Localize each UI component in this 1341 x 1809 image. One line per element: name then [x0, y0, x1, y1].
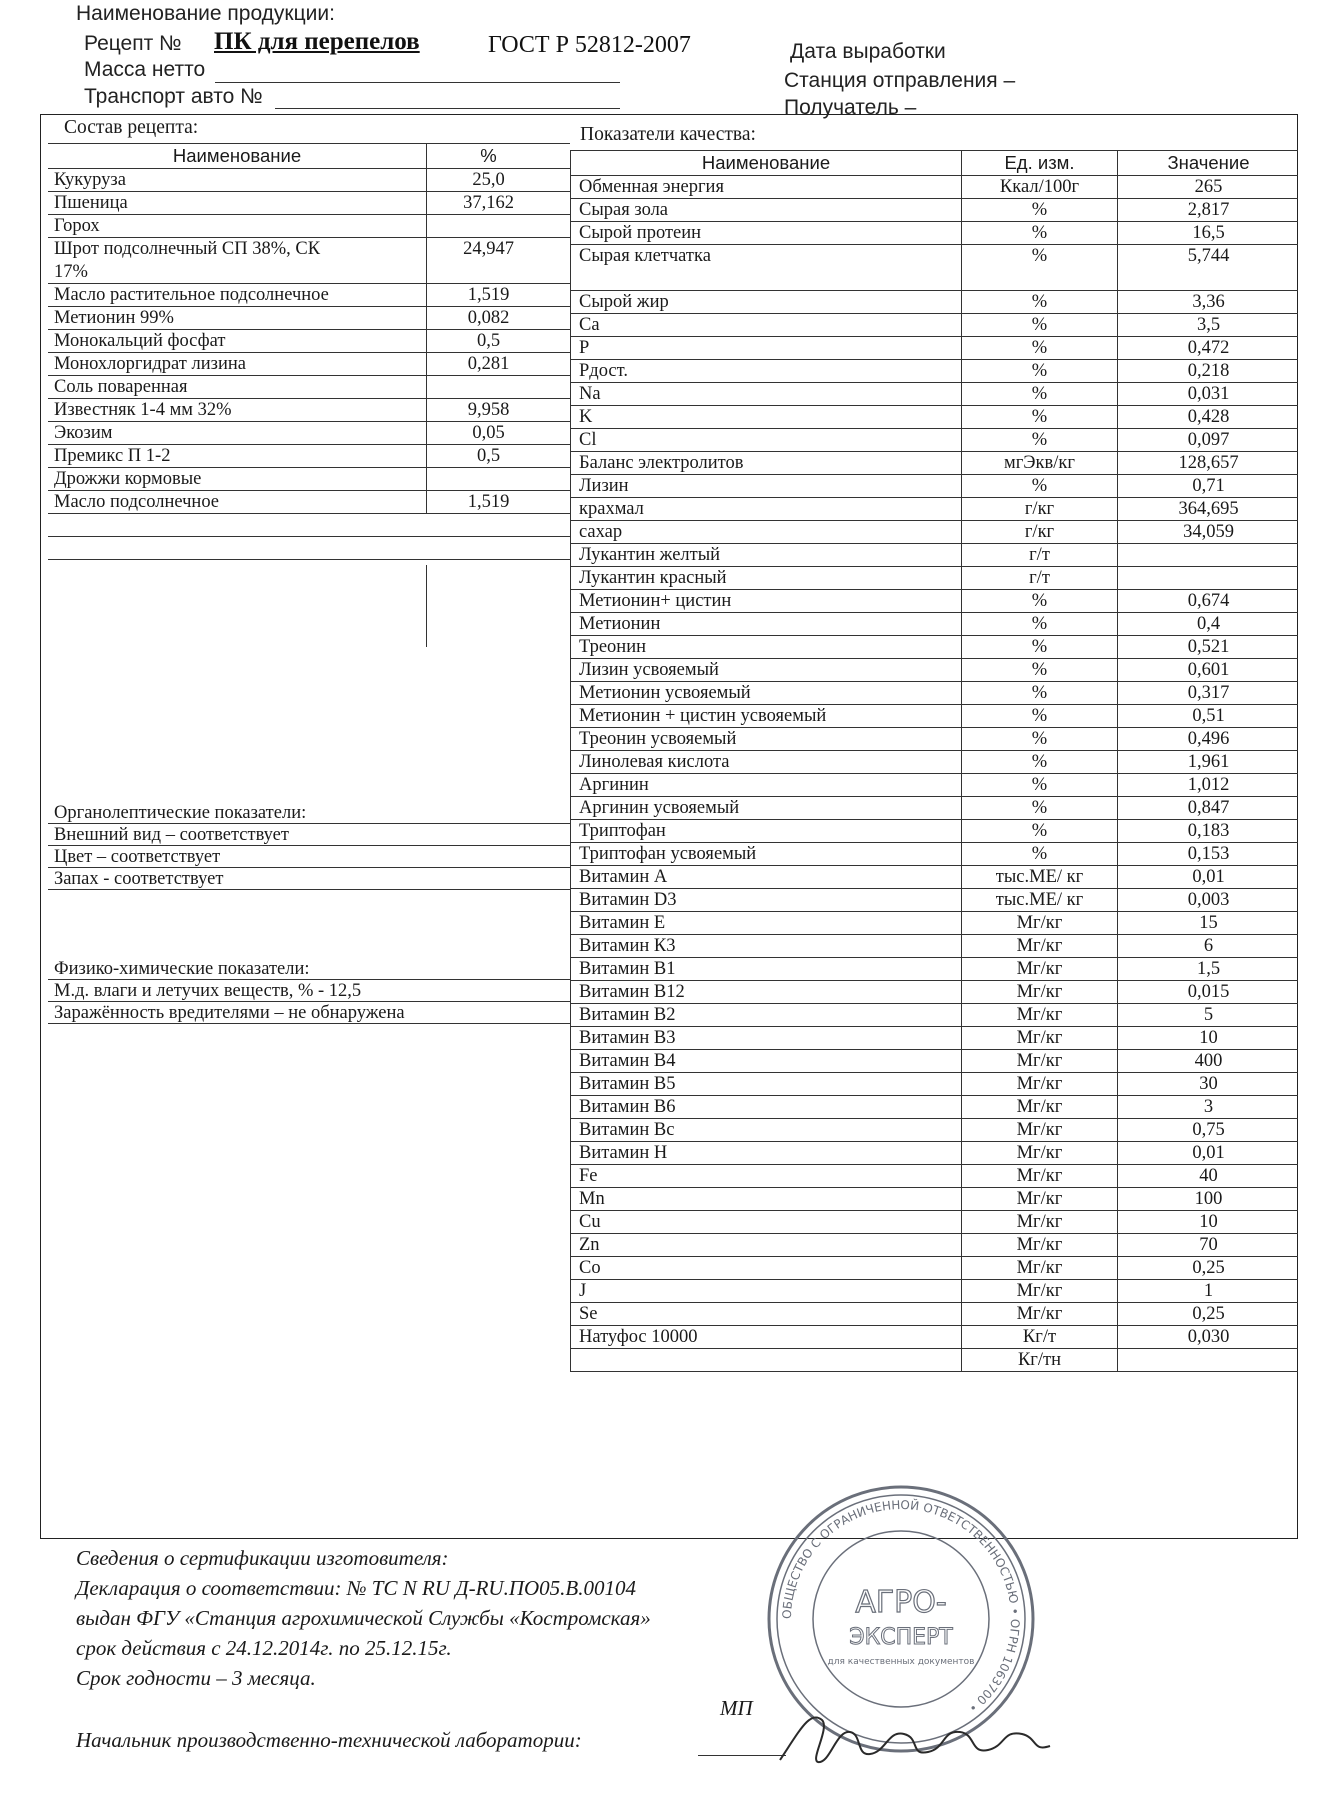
quality-indicator-value: 5	[1117, 1004, 1299, 1027]
quality-indicator-value: 3,5	[1117, 314, 1299, 337]
stamp-inner-text: для качественных документов	[827, 1657, 975, 1667]
quality-indicator-unit: Мг/кг	[961, 958, 1117, 981]
quality-indicator-value: 128,657	[1117, 452, 1299, 475]
quality-row	[570, 613, 1298, 636]
quality-indicator-unit: %	[961, 406, 1117, 429]
quality-indicator-value: 0,003	[1117, 889, 1299, 912]
quality-indicator-unit: %	[961, 774, 1117, 797]
quality-indicator-unit: г/т	[961, 544, 1117, 567]
quality-indicator-unit: %	[961, 636, 1117, 659]
recipe-row	[48, 468, 570, 491]
quality-indicator-unit: Мг/кг	[961, 1142, 1117, 1165]
quality-indicator-value: 1	[1117, 1280, 1299, 1303]
physchem-line	[48, 980, 570, 1002]
recipe-ingredient-pct: 24,947	[426, 238, 570, 284]
quality-indicator-value: 6	[1117, 935, 1299, 958]
quality-row	[570, 751, 1298, 774]
quality-row	[570, 498, 1298, 521]
recipe-ingredient-pct: 0,05	[426, 422, 570, 445]
quality-indicator-value: 0,71	[1117, 475, 1299, 498]
quality-row	[570, 1119, 1298, 1142]
quality-row	[570, 1004, 1298, 1027]
quality-indicator-name: Pдост.	[579, 361, 628, 381]
quality-row	[570, 636, 1298, 659]
quality-indicator-unit: Мг/кг	[961, 1119, 1117, 1142]
organoleptic-line-text: Цвет – соответствует	[54, 847, 221, 867]
cert-declaration: Декларация о соответствии: № ТС N RU Д-RU.ПО05.В.00104	[76, 1576, 636, 1600]
quality-indicator-value: 400	[1117, 1050, 1299, 1073]
quality-indicator-value: 364,695	[1117, 498, 1299, 521]
quality-col-unit: Ед. изм.	[961, 150, 1117, 176]
recipe-section-title: Состав рецепта:	[64, 117, 199, 138]
quality-row	[570, 659, 1298, 682]
recipe-col-pct: %	[426, 143, 570, 169]
recipe-ingredient-pct: 0,5	[426, 445, 570, 468]
stamp-ring-text: ОБЩЕСТВО С ОГРАНИЧЕННОЙ ОТВЕТСТВЕННОСТЬЮ • ОГРН 1063700 •	[779, 1497, 1023, 1716]
quality-indicator-name: Метионин усвояемый	[579, 683, 751, 703]
recipe-ingredient-pct: 9,958	[426, 399, 570, 422]
net-mass-label: Масса нетто	[84, 58, 206, 81]
quality-row	[570, 222, 1298, 245]
quality-indicator-name: Аргинин	[579, 775, 649, 795]
recipe-ingredient-pct: 1,519	[426, 284, 570, 307]
quality-indicator-unit: %	[961, 820, 1117, 843]
quality-row	[570, 1234, 1298, 1257]
quality-indicator-value: 0,51	[1117, 705, 1299, 728]
recipe-row	[48, 422, 570, 445]
recipe-header-row	[48, 143, 570, 169]
quality-indicator-unit: Мг/кг	[961, 1165, 1117, 1188]
quality-indicator-name: Сырой протеин	[579, 223, 702, 243]
quality-row	[570, 521, 1298, 544]
recipe-row	[48, 215, 570, 238]
quality-indicator-value: 0,031	[1117, 383, 1299, 406]
quality-indicator-unit: %	[961, 682, 1117, 705]
quality-row	[570, 1326, 1298, 1349]
quality-indicator-value: 0,030	[1117, 1326, 1299, 1349]
quality-row	[570, 797, 1298, 820]
quality-indicator-name: Метионин	[579, 614, 661, 634]
quality-row	[570, 176, 1298, 199]
quality-row	[570, 705, 1298, 728]
quality-indicator-unit: Кг/т	[961, 1326, 1117, 1349]
quality-indicator-name: Сырой жир	[579, 292, 669, 312]
stamp-center-bottom: ЭКСПЕРТ	[849, 1625, 953, 1650]
quality-indicator-value: 0,218	[1117, 360, 1299, 383]
quality-col-value: Значение	[1117, 150, 1299, 176]
quality-indicator-value: 0,01	[1117, 1142, 1299, 1165]
quality-indicator-name: Витамин В12	[579, 982, 685, 1002]
quality-indicator-value: 34,059	[1117, 521, 1299, 544]
quality-indicator-name: Триптофан усвояемый	[579, 844, 757, 864]
transport-line	[275, 108, 620, 109]
recipe-pct-divider	[426, 565, 427, 647]
quality-indicator-value: 5,744	[1117, 245, 1299, 291]
quality-indicator-value	[1117, 567, 1299, 590]
quality-indicator-name: Na	[579, 384, 601, 404]
quality-row	[570, 1349, 1298, 1372]
quality-indicator-unit: Мг/кг	[961, 1027, 1117, 1050]
quality-indicator-name: Витамин В1	[579, 959, 676, 979]
quality-row	[570, 935, 1298, 958]
recipe-name: ПК для перепелов	[214, 28, 420, 55]
quality-indicator-unit: %	[961, 843, 1117, 866]
quality-indicator-value: 16,5	[1117, 222, 1299, 245]
quality-indicator-name: Витамин В2	[579, 1005, 676, 1025]
cert-title: Сведения о сертификации изготовителя:	[76, 1546, 449, 1570]
quality-indicator-unit: Ккал/100г	[961, 176, 1117, 199]
recipe-ingredient-name: Соль поваренная	[54, 377, 188, 397]
quality-indicator-value: 0,472	[1117, 337, 1299, 360]
quality-indicator-value: 3,36	[1117, 291, 1299, 314]
recipe-empty-row	[48, 537, 570, 560]
quality-indicator-unit: Мг/кг	[961, 1234, 1117, 1257]
recipe-row	[48, 491, 570, 514]
recipe-ingredient-pct: 1,519	[426, 491, 570, 514]
quality-col-name: Наименование	[701, 152, 831, 173]
organoleptic-line	[48, 868, 570, 890]
recipe-ingredient-name: Монокальций фосфат	[54, 331, 226, 351]
quality-row	[570, 981, 1298, 1004]
quality-row	[570, 1142, 1298, 1165]
quality-indicator-name	[579, 1349, 969, 1372]
quality-indicator-name: Витамин В6	[579, 1097, 676, 1117]
quality-indicator-name: Ca	[579, 315, 600, 335]
quality-row	[570, 682, 1298, 705]
quality-indicator-unit: мгЭкв/кг	[961, 452, 1117, 475]
recipe-ingredient-pct	[426, 215, 570, 238]
recipe-ingredient-name-cont: 17%	[54, 262, 88, 282]
quality-indicator-value: 1,012	[1117, 774, 1299, 797]
quality-indicator-value: 40	[1117, 1165, 1299, 1188]
quality-indicator-name: Метионин+ цистин	[579, 591, 732, 611]
quality-row	[570, 452, 1298, 475]
lab-head-label: Начальник производственно-технической лаборатории:	[76, 1728, 582, 1752]
quality-indicator-unit: Мг/кг	[961, 1188, 1117, 1211]
quality-indicator-value: 0,4	[1117, 613, 1299, 636]
recipe-ingredient-name: Монохлоргидрат лизина	[54, 354, 246, 374]
quality-row	[570, 1257, 1298, 1280]
quality-indicator-name: Баланс электролитов	[579, 453, 744, 473]
quality-indicator-value: 0,847	[1117, 797, 1299, 820]
quality-row	[570, 245, 1298, 291]
quality-indicator-name: Сырая зола	[579, 200, 669, 220]
quality-indicator-name: Метионин + цистин усвояемый	[579, 706, 827, 726]
quality-indicator-unit: %	[961, 291, 1117, 314]
shelf-life: Срок годности – 3 месяца.	[76, 1666, 316, 1690]
quality-indicator-unit: г/кг	[961, 498, 1117, 521]
quality-row	[570, 728, 1298, 751]
quality-indicator-unit: %	[961, 590, 1117, 613]
organoleptic-line	[48, 824, 570, 846]
recipe-ingredient-name: Метионин 99%	[54, 308, 174, 328]
quality-indicator-value: 0,75	[1117, 1119, 1299, 1142]
recipe-ingredient-name: Масло растительное подсолнечное	[54, 285, 329, 305]
quality-indicator-name: Витамин D3	[579, 890, 677, 910]
recipe-row	[48, 238, 570, 284]
quality-row	[570, 889, 1298, 912]
quality-indicator-value: 10	[1117, 1027, 1299, 1050]
quality-indicator-unit: Мг/кг	[961, 981, 1117, 1004]
quality-indicator-name: Fe	[579, 1166, 598, 1186]
quality-indicator-value: 2,817	[1117, 199, 1299, 222]
recipe-ingredient-name: Дрожжи кормовые	[54, 469, 202, 489]
quality-indicator-value: 10	[1117, 1211, 1299, 1234]
receiver-label: Получатель –	[784, 96, 917, 119]
quality-indicator-name: Обменная энергия	[579, 177, 724, 197]
quality-indicator-value: 0,153	[1117, 843, 1299, 866]
quality-indicator-value: 0,01	[1117, 866, 1299, 889]
quality-indicator-value: 30	[1117, 1073, 1299, 1096]
quality-indicator-unit: Мг/кг	[961, 1050, 1117, 1073]
physchem-line	[48, 1002, 570, 1024]
organoleptic-title	[48, 802, 570, 824]
quality-indicator-unit: %	[961, 383, 1117, 406]
quality-indicator-name: Mn	[579, 1189, 605, 1209]
quality-row	[570, 360, 1298, 383]
quality-indicator-value: 100	[1117, 1188, 1299, 1211]
quality-indicator-unit: Мг/кг	[961, 1211, 1117, 1234]
quality-indicator-name: Витамин Вс	[579, 1120, 675, 1140]
quality-indicator-value: 0,601	[1117, 659, 1299, 682]
recipe-ingredient-pct	[426, 376, 570, 399]
quality-indicator-value: 0,015	[1117, 981, 1299, 1004]
quality-row	[570, 866, 1298, 889]
recipe-row	[48, 169, 570, 192]
quality-indicator-value: 70	[1117, 1234, 1299, 1257]
quality-indicator-name: Витамин К3	[579, 936, 676, 956]
quality-indicator-value: 0,674	[1117, 590, 1299, 613]
quality-indicator-unit: Мг/кг	[961, 1280, 1117, 1303]
recipe-row	[48, 399, 570, 422]
quality-row	[570, 567, 1298, 590]
production-date-label: Дата выработки	[790, 40, 946, 63]
recipe-label: Рецепт №	[84, 32, 182, 55]
quality-row	[570, 1073, 1298, 1096]
quality-indicator-unit: %	[961, 659, 1117, 682]
quality-section-title: Показатели качества:	[580, 124, 756, 145]
quality-indicator-name: Лукантин красный	[579, 568, 727, 588]
quality-indicator-value: 0,496	[1117, 728, 1299, 751]
quality-row	[570, 1280, 1298, 1303]
quality-indicator-name: Cl	[579, 430, 597, 450]
recipe-row	[48, 284, 570, 307]
quality-indicator-unit: %	[961, 751, 1117, 774]
quality-indicator-unit: тыс.МЕ/ кг	[961, 889, 1117, 912]
signature	[770, 1690, 1070, 1780]
quality-indicator-unit: Мг/кг	[961, 935, 1117, 958]
quality-row	[570, 1188, 1298, 1211]
quality-indicator-name: Сырая клетчатка	[579, 246, 711, 266]
quality-indicator-name: крахмал	[579, 499, 644, 519]
transport-label: Транспорт авто №	[84, 85, 263, 108]
quality-row	[570, 544, 1298, 567]
quality-row	[570, 1211, 1298, 1234]
departure-station-label: Станция отправления –	[784, 69, 1016, 92]
quality-indicator-name: K	[579, 407, 593, 427]
quality-indicator-value: 0,521	[1117, 636, 1299, 659]
quality-row	[570, 1165, 1298, 1188]
recipe-empty-row	[48, 514, 570, 537]
quality-row	[570, 1050, 1298, 1073]
quality-indicator-unit: %	[961, 222, 1117, 245]
quality-indicator-value: 0,097	[1117, 429, 1299, 452]
quality-indicator-name: Лизин	[579, 476, 629, 496]
quality-indicator-value: 1,961	[1117, 751, 1299, 774]
quality-indicator-value: 0,428	[1117, 406, 1299, 429]
quality-indicator-name: Лизин усвояемый	[579, 660, 719, 680]
quality-indicator-value: 15	[1117, 912, 1299, 935]
quality-indicator-unit: %	[961, 245, 1117, 291]
quality-indicator-unit: %	[961, 797, 1117, 820]
quality-indicator-name: Витамин В5	[579, 1074, 676, 1094]
organoleptic-line-text: Запах - соответствует	[54, 869, 224, 889]
quality-indicator-name: Zn	[579, 1235, 600, 1255]
quality-row	[570, 475, 1298, 498]
quality-row	[570, 337, 1298, 360]
recipe-row	[48, 353, 570, 376]
quality-indicator-value: 265	[1117, 176, 1299, 199]
recipe-ingredient-name: Масло подсолнечное	[54, 492, 220, 512]
quality-row	[570, 199, 1298, 222]
quality-indicator-value: 0,183	[1117, 820, 1299, 843]
quality-indicator-value	[1117, 544, 1299, 567]
stamp-mp-label: МП	[720, 1696, 753, 1720]
quality-indicator-name: Витамин Н	[579, 1143, 668, 1163]
quality-indicator-name: Триптофан	[579, 821, 666, 841]
organoleptic-line-text: Внешний вид – соответствует	[54, 825, 289, 845]
recipe-ingredient-name: Кукуруза	[54, 170, 126, 190]
quality-indicator-name: Витамин В4	[579, 1051, 676, 1071]
quality-row	[570, 1027, 1298, 1050]
product-label: Наименование продукции:	[76, 2, 335, 25]
stamp-center-top: АГРО-	[855, 1585, 947, 1620]
quality-indicator-unit: %	[961, 337, 1117, 360]
quality-indicator-unit: %	[961, 613, 1117, 636]
recipe-ingredient-pct: 37,162	[426, 192, 570, 215]
quality-indicator-value: 0,25	[1117, 1257, 1299, 1280]
quality-indicator-unit: Мг/кг	[961, 1073, 1117, 1096]
quality-header-row	[570, 150, 1298, 176]
recipe-row	[48, 376, 570, 399]
quality-row	[570, 912, 1298, 935]
quality-indicator-name: Витамин В3	[579, 1028, 676, 1048]
physchem-line-text: М.д. влаги и летучих веществ, % - 12,5	[54, 981, 362, 1001]
quality-indicator-unit: Мг/кг	[961, 1257, 1117, 1280]
quality-indicator-name: Треонин усвояемый	[579, 729, 737, 749]
recipe-ingredient-name: Известняк 1-4 мм 32%	[54, 400, 232, 420]
recipe-ingredient-name: Горох	[54, 216, 100, 236]
recipe-ingredient-name: Экозим	[54, 423, 113, 443]
quality-indicator-name: Se	[579, 1304, 598, 1324]
quality-indicator-unit: г/т	[961, 567, 1117, 590]
recipe-col-name: Наименование	[172, 145, 302, 166]
quality-indicator-unit: Мг/кг	[961, 1004, 1117, 1027]
quality-indicator-value: 3	[1117, 1096, 1299, 1119]
quality-row	[570, 383, 1298, 406]
net-mass-line	[215, 82, 620, 83]
recipe-row	[48, 445, 570, 468]
quality-indicator-unit: Кг/тн	[961, 1349, 1117, 1372]
quality-row	[570, 820, 1298, 843]
recipe-ingredient-pct: 0,5	[426, 330, 570, 353]
quality-indicator-value: 1,5	[1117, 958, 1299, 981]
quality-indicator-unit: %	[961, 728, 1117, 751]
quality-indicator-unit: Мг/кг	[961, 1303, 1117, 1326]
recipe-ingredient-name: Премикс П 1-2	[54, 446, 171, 466]
quality-indicator-name: J	[579, 1281, 587, 1301]
organoleptic-title-text: Органолептические показатели:	[54, 803, 307, 823]
recipe-row	[48, 192, 570, 215]
quality-row	[570, 291, 1298, 314]
quality-row	[570, 843, 1298, 866]
quality-row	[570, 406, 1298, 429]
quality-indicator-name: Витамин А	[579, 867, 668, 887]
quality-row	[570, 958, 1298, 981]
quality-indicator-value	[1117, 1349, 1299, 1372]
organoleptic-line	[48, 846, 570, 868]
quality-indicator-unit: %	[961, 475, 1117, 498]
quality-row	[570, 314, 1298, 337]
quality-row	[570, 1096, 1298, 1119]
quality-row	[570, 590, 1298, 613]
physchem-line-text: Заражённость вредителями – не обнаружена	[54, 1003, 405, 1023]
recipe-row	[48, 307, 570, 330]
quality-indicator-unit: %	[961, 314, 1117, 337]
quality-indicator-unit: Мг/кг	[961, 1096, 1117, 1119]
quality-indicator-unit: Мг/кг	[961, 912, 1117, 935]
quality-row	[570, 429, 1298, 452]
quality-indicator-name: P	[579, 338, 590, 358]
quality-row	[570, 774, 1298, 797]
recipe-ingredient-pct: 25,0	[426, 169, 570, 192]
recipe-ingredient-pct	[426, 468, 570, 491]
quality-indicator-name: Лукантин желтый	[579, 545, 721, 565]
quality-indicator-name: Co	[579, 1258, 601, 1278]
cert-validity: срок действия с 24.12.2014г. по 25.12.15г.	[76, 1636, 452, 1660]
quality-indicator-name: Cu	[579, 1212, 601, 1232]
recipe-ingredient-pct: 0,082	[426, 307, 570, 330]
gost-standard: ГОСТ Р 52812-2007	[488, 32, 691, 58]
quality-indicator-name: сахар	[579, 522, 623, 542]
quality-indicator-name: Натуфос 10000	[579, 1327, 698, 1347]
recipe-ingredient-pct: 0,281	[426, 353, 570, 376]
quality-indicator-name: Аргинин усвояемый	[579, 798, 740, 818]
quality-indicator-unit: %	[961, 360, 1117, 383]
quality-indicator-name: Витамин Е	[579, 913, 666, 933]
cert-issued-by: выдан ФГУ «Станция агрохимической Службы «Костромская»	[76, 1606, 651, 1630]
recipe-ingredient-name: Шрот подсолнечный СП 38%, СК	[54, 239, 321, 259]
quality-indicator-value: 0,25	[1117, 1303, 1299, 1326]
physchem-title-text: Физико-химические показатели:	[54, 959, 310, 979]
physchem-title	[48, 958, 570, 980]
quality-indicator-unit: тыс.МЕ/ кг	[961, 866, 1117, 889]
quality-indicator-unit: %	[961, 199, 1117, 222]
quality-indicator-unit: %	[961, 705, 1117, 728]
quality-indicator-unit: г/кг	[961, 521, 1117, 544]
quality-indicator-name: Линолевая кислота	[579, 752, 730, 772]
recipe-row	[48, 330, 570, 353]
recipe-ingredient-name: Пшеница	[54, 193, 128, 213]
quality-indicator-value: 0,317	[1117, 682, 1299, 705]
quality-indicator-unit: %	[961, 429, 1117, 452]
quality-indicator-name: Треонин	[579, 637, 647, 657]
quality-row	[570, 1303, 1298, 1326]
